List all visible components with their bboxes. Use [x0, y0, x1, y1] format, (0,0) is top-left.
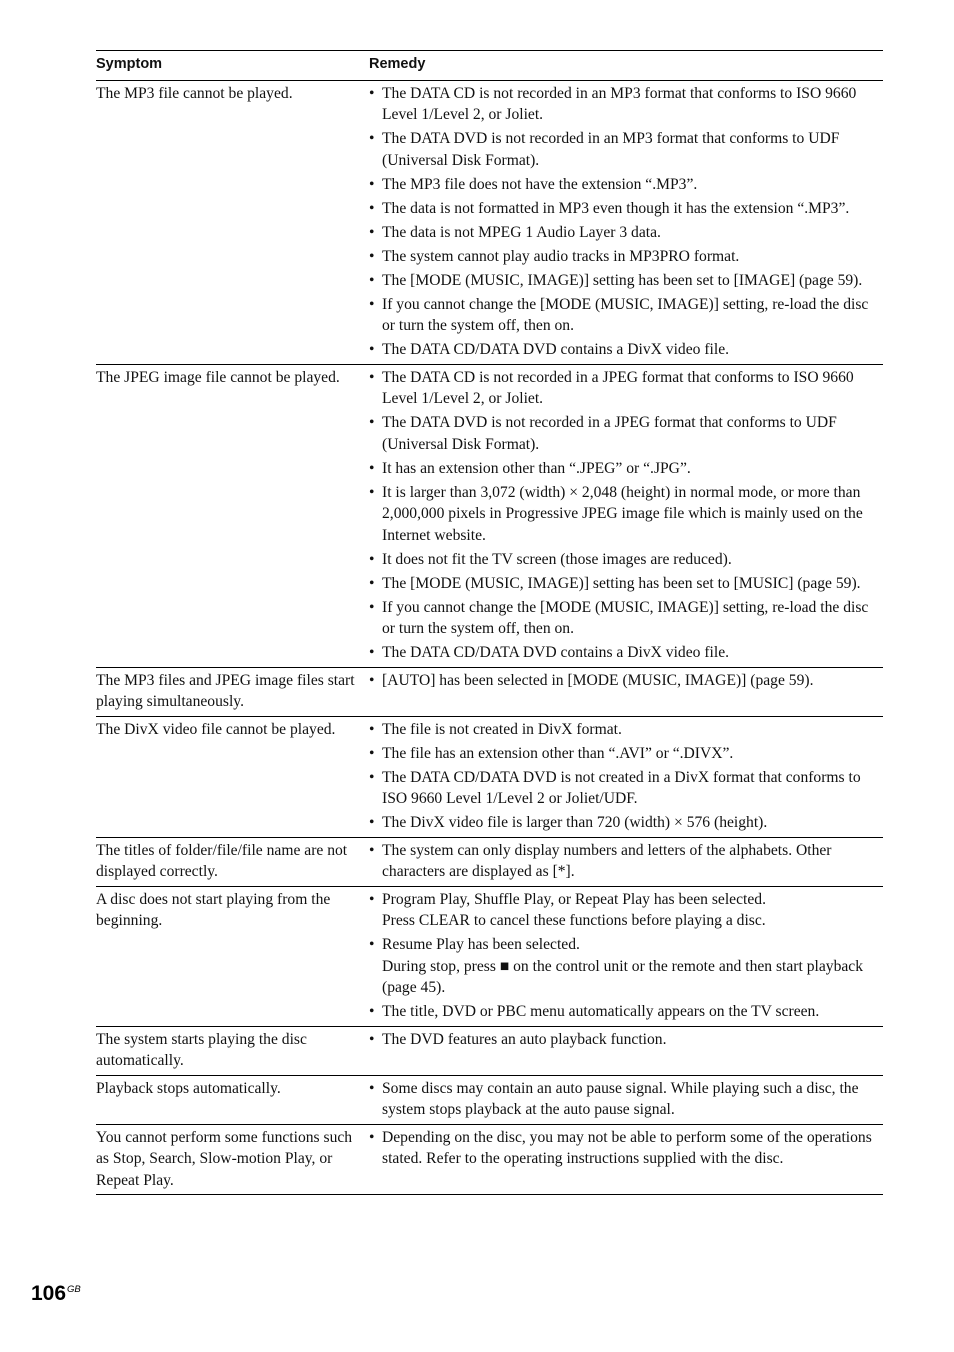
table-row [96, 364, 883, 667]
table-row [96, 886, 883, 1026]
remedy-cell [369, 716, 883, 837]
remedy-item: • The DATA CD/DATA DVD is not created in a DivX format that conforms to ISO 9660 Level 1/Level 2 or Joliet/UDF. [369, 767, 883, 810]
remedy-cell [369, 364, 883, 667]
troubleshooting-table [96, 50, 883, 1195]
remedy-item: • The data is not MPEG 1 Audio Layer 3 data. [369, 222, 883, 244]
page-number-suffix: GB [67, 1284, 81, 1295]
remedy-item: • The title, DVD or PBC menu automatically appears on the TV screen. [369, 1001, 883, 1023]
remedy-cell [369, 667, 883, 716]
symptom-cell: You cannot perform some functions such as Stop, Search, Slow-motion Play, or Repeat Play. [96, 1124, 369, 1195]
remedy-list [369, 367, 883, 664]
symptom-cell: The system starts playing the disc automatically. [96, 1026, 369, 1075]
remedy-item: • The system can only display numbers and letters of the alphabets. Other characters are displayed as [*]. [369, 840, 883, 883]
remedy-item: • If you cannot change the [MODE (MUSIC, IMAGE)] setting, re-load the disc or turn the system off, then on. [369, 294, 883, 337]
table-row [96, 667, 883, 716]
symptom-cell: The DivX video file cannot be played. [96, 716, 369, 837]
remedy-item: • The file is not created in DivX format. [369, 719, 883, 741]
remedy-cell [369, 1075, 883, 1124]
remedy-cell [369, 80, 883, 364]
symptom-cell: The JPEG image file cannot be played. [96, 364, 369, 667]
table-row [96, 716, 883, 837]
remedy-item: • The data is not formatted in MP3 even though it has the extension “.MP3”. [369, 198, 883, 220]
remedy-item: • Depending on the disc, you may not be able to perform some of the operations stated. Refer to the operating instructions supplied with the disc. [369, 1127, 883, 1170]
remedy-item: • The DATA CD/DATA DVD contains a DivX video file. [369, 642, 883, 664]
table-row [96, 1124, 883, 1195]
remedy-item: • The [MODE (MUSIC, IMAGE)] setting has been set to [IMAGE] (page 59). [369, 270, 883, 292]
table-body [96, 80, 883, 1195]
symptom-cell: A disc does not start playing from the beginning. [96, 886, 369, 1026]
remedy-item: • If you cannot change the [MODE (MUSIC, IMAGE)] setting, re-load the disc or turn the system off, then on. [369, 597, 883, 640]
symptom-cell: The MP3 files and JPEG image files start playing simultaneously. [96, 667, 369, 716]
remedy-list [369, 840, 883, 883]
remedy-item: • The file has an extension other than “.AVI” or “.DIVX”. [369, 743, 883, 765]
remedy-item: • Program Play, Shuffle Play, or Repeat Play has been selected. Press CLEAR to cancel these functions before playing a disc. [369, 889, 883, 932]
remedy-list [369, 83, 883, 361]
remedy-item: • [AUTO] has been selected in [MODE (MUSIC, IMAGE)] (page 59). [369, 670, 883, 692]
table-row [96, 80, 883, 364]
remedy-list [369, 1078, 883, 1121]
remedy-list [369, 889, 883, 1023]
remedy-item: • Some discs may contain an auto pause signal. While playing such a disc, the system stops playback at the auto pause signal. [369, 1078, 883, 1121]
remedy-item: • The DATA CD is not recorded in an MP3 format that conforms to ISO 9660 Level 1/Level 2, or Joliet. [369, 83, 883, 126]
remedy-item: • It does not fit the TV screen (those images are reduced). [369, 549, 883, 571]
remedy-item: • The DATA CD/DATA DVD contains a DivX video file. [369, 339, 883, 361]
symptom-cell: Playback stops automatically. [96, 1075, 369, 1124]
remedy-item: • The system cannot play audio tracks in MP3PRO format. [369, 246, 883, 268]
remedy-cell [369, 1124, 883, 1195]
symptom-cell: The MP3 file cannot be played. [96, 80, 369, 364]
remedy-item: • The DivX video file is larger than 720 (width) × 576 (height). [369, 812, 883, 834]
page-number [31, 1282, 81, 1306]
remedy-column-header: Remedy [369, 51, 883, 81]
remedy-cell [369, 837, 883, 886]
remedy-item: • The MP3 file does not have the extension “.MP3”. [369, 174, 883, 196]
symptom-column-header: Symptom [96, 51, 369, 81]
remedy-item: • It has an extension other than “.JPEG” or “.JPG”. [369, 458, 883, 480]
remedy-item: • The DATA DVD is not recorded in an MP3 format that conforms to UDF (Universal Disk Format). [369, 128, 883, 171]
remedy-list [369, 670, 883, 692]
table-header-row [96, 51, 883, 81]
remedy-item: • The DATA CD is not recorded in a JPEG format that conforms to ISO 9660 Level 1/Level 2, or Joliet. [369, 367, 883, 410]
remedy-item: • The DATA DVD is not recorded in a JPEG format that conforms to UDF (Universal Disk Format). [369, 412, 883, 455]
symptom-cell: The titles of folder/file/file name are not displayed correctly. [96, 837, 369, 886]
remedy-item: • It is larger than 3,072 (width) × 2,048 (height) in normal mode, or more than 2,000,000 pixels in Progressive JPEG image file which is mainly used on the Internet website. [369, 482, 883, 547]
remedy-cell [369, 1026, 883, 1075]
table-row [96, 1026, 883, 1075]
table-row [96, 1075, 883, 1124]
remedy-item: • The [MODE (MUSIC, IMAGE)] setting has been set to [MUSIC] (page 59). [369, 573, 883, 595]
table-row [96, 837, 883, 886]
page-number-value: 106 [31, 1282, 67, 1305]
remedy-list [369, 1029, 883, 1051]
remedy-list [369, 1127, 883, 1170]
remedy-list [369, 719, 883, 834]
remedy-item: • The DVD features an auto playback function. [369, 1029, 883, 1051]
remedy-item: • Resume Play has been selected. During stop, press ■ on the control unit or the remote and then start playback (page 45). [369, 934, 883, 999]
remedy-cell [369, 886, 883, 1026]
